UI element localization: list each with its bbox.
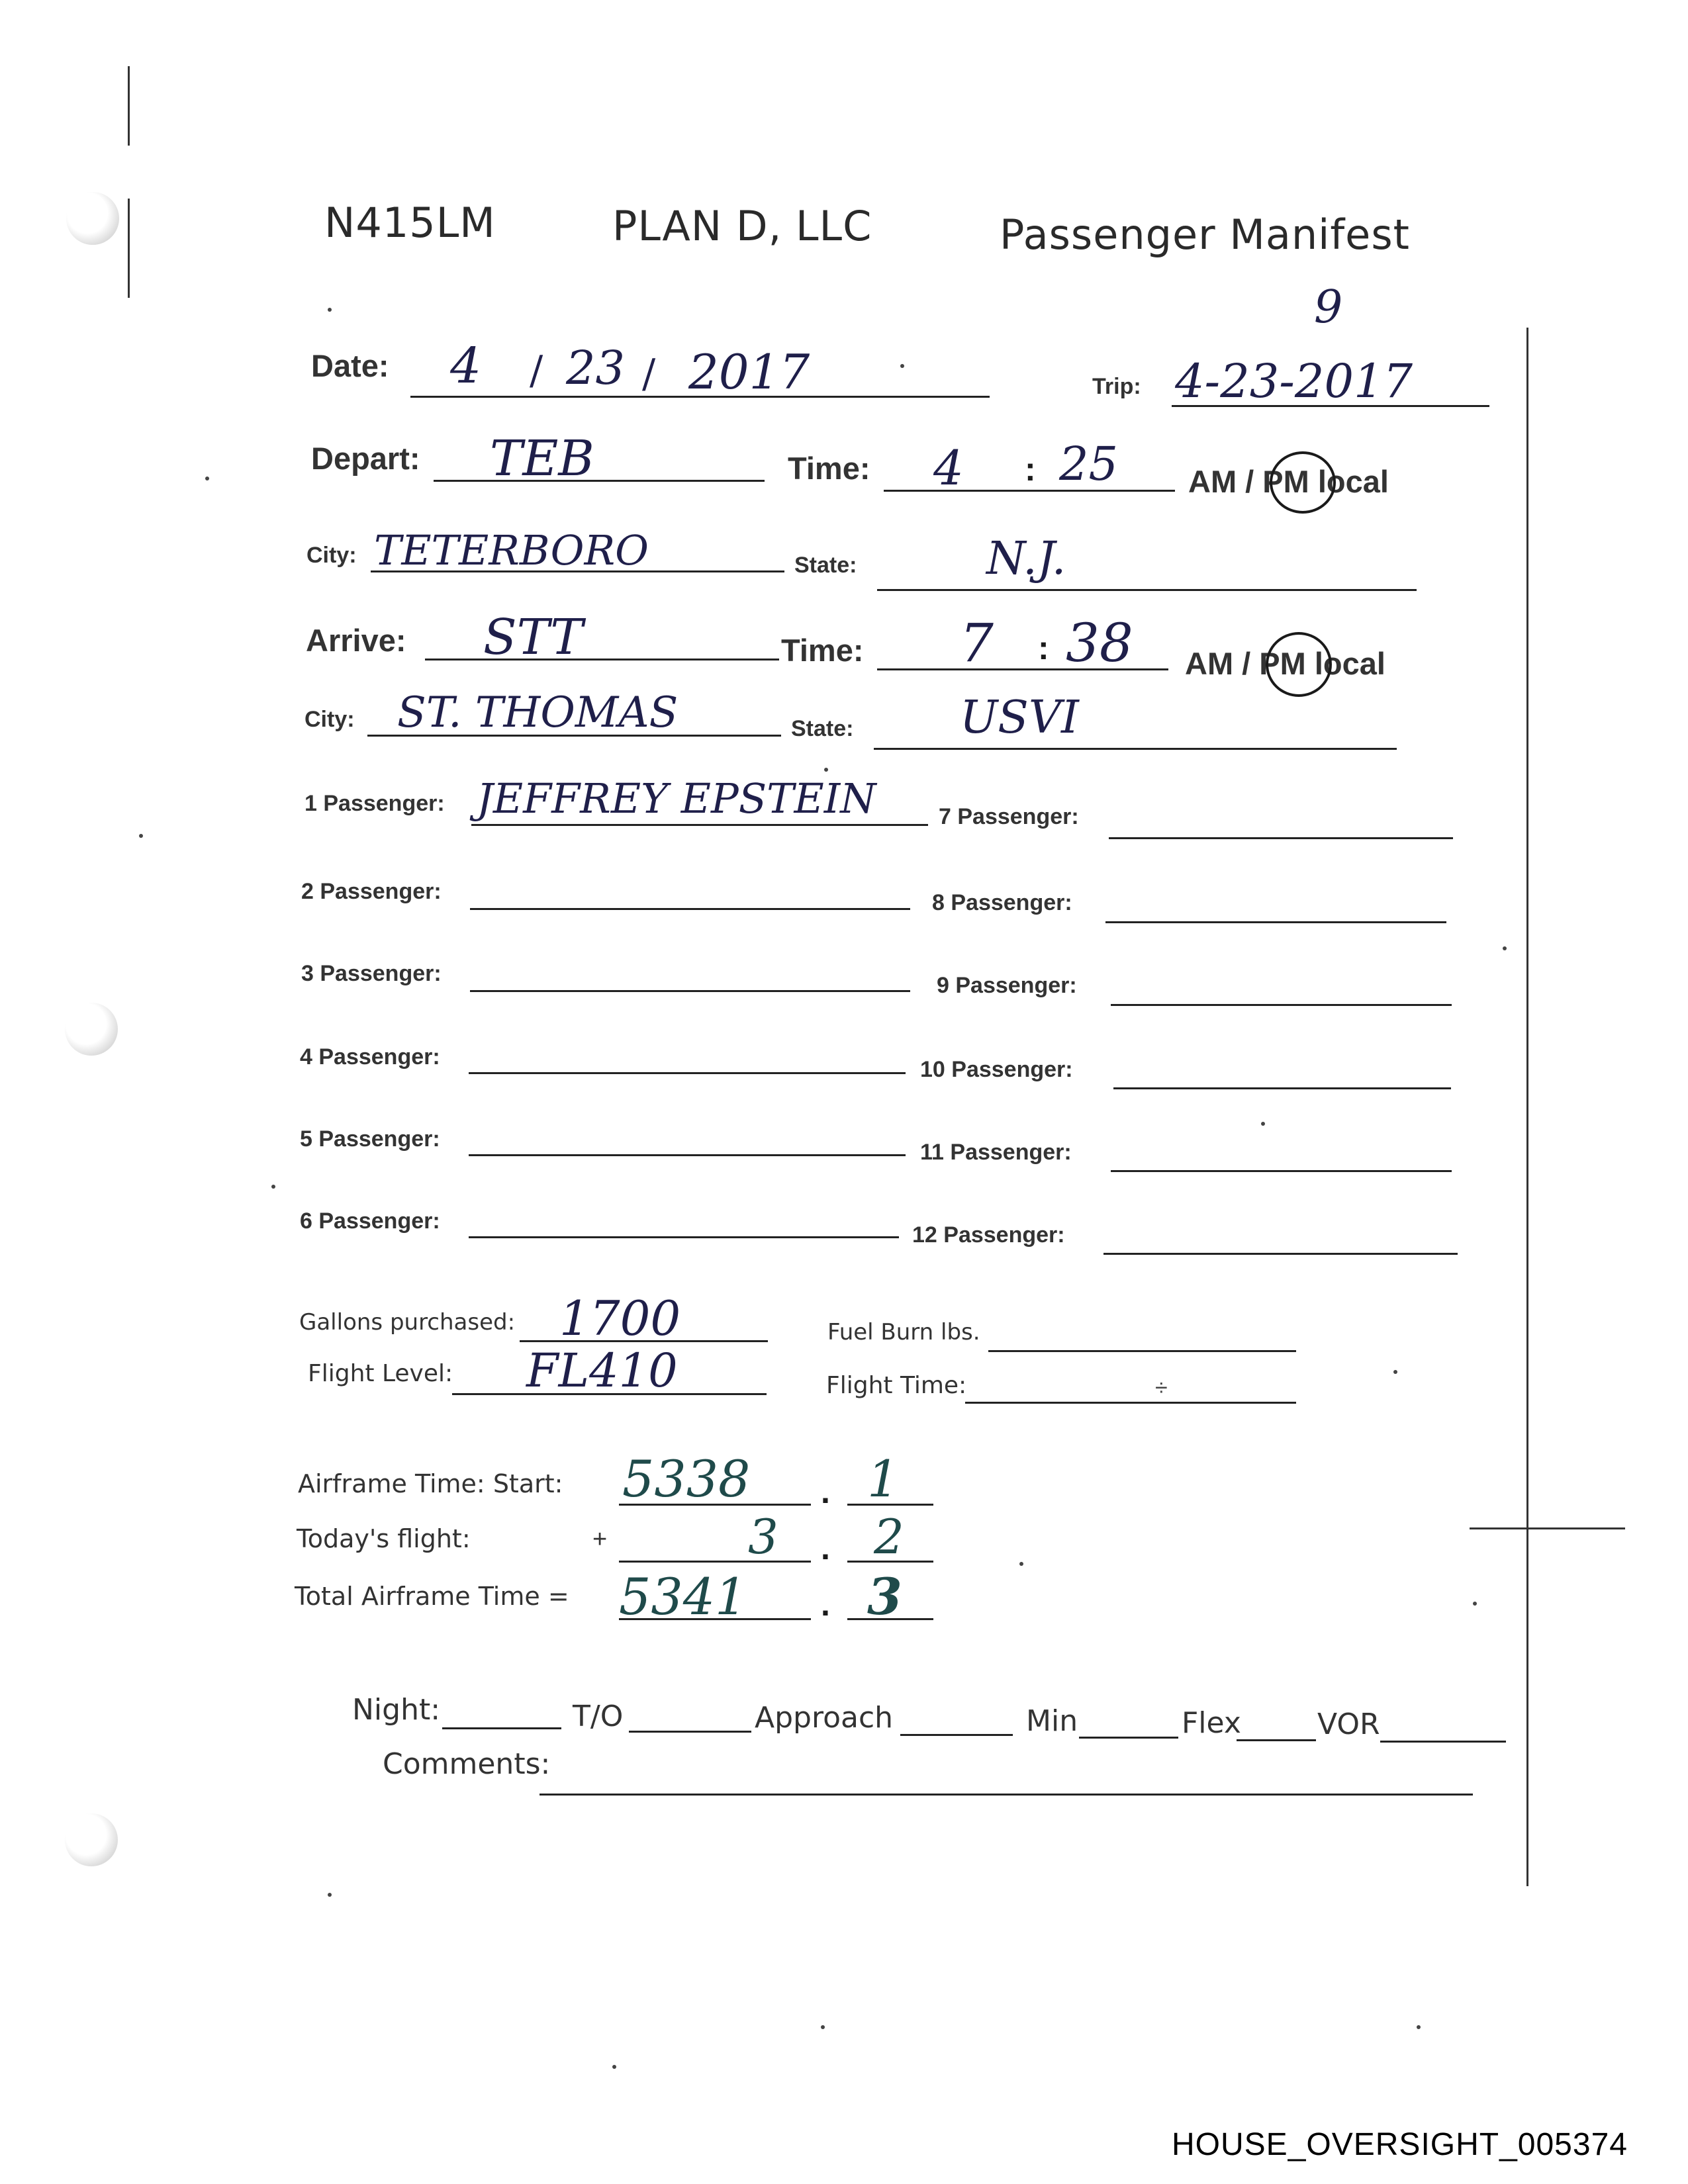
depart-airport: TEB (490, 430, 594, 487)
date-day: 23 (566, 341, 626, 395)
flex-label: Flex (1182, 1706, 1241, 1740)
scan-speck (205, 477, 209, 480)
passenger-label-6: 6 Passenger: (300, 1208, 440, 1234)
airframe-start-label: Airframe Time: Start: (298, 1469, 563, 1498)
scan-speck (1261, 1122, 1265, 1126)
scan-speck (1393, 1370, 1397, 1374)
total-dot: . (821, 1586, 830, 1623)
depart-state-label: State: (794, 553, 857, 578)
passenger-label-11: 11 Passenger: (920, 1140, 1072, 1165)
arrive-line (425, 659, 779, 660)
depart-time-line (884, 490, 1175, 492)
trip-value: 4-23-2017 (1175, 354, 1413, 408)
depart-city: TETERBORO (374, 526, 649, 574)
arrive-city-label: City: (305, 707, 355, 732)
scan-speck (821, 2025, 825, 2029)
flight-time-label: Flight Time: (826, 1372, 967, 1399)
company-name: PLAN D, LLC (612, 202, 872, 250)
passenger-label-3: 3 Passenger: (301, 961, 442, 986)
passenger-line-9 (1111, 1004, 1452, 1006)
flight-time-separator: ÷ (1155, 1375, 1168, 1400)
passenger-label-7: 7 Passenger: (939, 804, 1079, 829)
form-crossing-line (1470, 1527, 1625, 1529)
airframe-start-tenth: 1 (867, 1449, 900, 1508)
scan-speck (900, 364, 904, 368)
todays-flight-tenth: 2 (874, 1509, 904, 1565)
scan-speck (1473, 1602, 1477, 1606)
scan-speck (1019, 1562, 1023, 1566)
date-year: 2017 (688, 344, 810, 400)
scan-edge-line-left (128, 66, 130, 146)
passenger-line-3 (470, 990, 910, 992)
flight-level-value: FL410 (526, 1343, 678, 1398)
passenger-label-12: 12 Passenger: (912, 1222, 1065, 1248)
date-slash-1: / (530, 347, 543, 394)
passenger-line-1 (471, 824, 928, 826)
tail-number: N415LM (324, 199, 496, 247)
passenger-line-6 (469, 1236, 899, 1238)
form-right-border (1526, 328, 1528, 1886)
approach-label: Approach (755, 1701, 894, 1735)
passenger-line-12 (1103, 1253, 1458, 1255)
fuel-burn-label: Fuel Burn lbs. (827, 1319, 980, 1345)
todays-flight-plus: + (592, 1525, 608, 1553)
arrive-city: ST. THOMAS (397, 688, 679, 737)
min-line (1079, 1737, 1178, 1739)
passenger-line-11 (1111, 1170, 1452, 1172)
gallons-value: 1700 (559, 1291, 681, 1346)
passenger-label-5: 5 Passenger: (300, 1126, 440, 1152)
airframe-start-whole: 5338 (622, 1449, 751, 1508)
scan-speck (612, 2065, 616, 2069)
binder-hole-bottom (65, 1813, 118, 1866)
depart-state-line (877, 589, 1417, 591)
total-tenth: 3 (867, 1567, 902, 1626)
scan-speck (328, 1893, 332, 1897)
flight-time-line (965, 1402, 1296, 1404)
depart-pm-circle (1270, 451, 1336, 514)
trip-label: Trip: (1092, 374, 1141, 399)
date-slash-2: / (642, 351, 656, 397)
arrive-state-line (874, 748, 1397, 750)
binder-hole-middle (65, 1003, 118, 1056)
passenger-label-2: 2 Passenger: (301, 879, 442, 904)
vor-label: VOR (1317, 1707, 1380, 1741)
binder-hole-top (66, 192, 119, 245)
arrive-minute: 38 (1066, 612, 1133, 674)
passenger-line-2 (470, 908, 910, 910)
depart-time-colon: : (1025, 451, 1036, 488)
airframe-start-dot: . (821, 1473, 830, 1510)
scan-edge-line-left-2 (128, 199, 130, 298)
gallons-label: Gallons purchased: (299, 1309, 516, 1336)
date-month: 4 (450, 338, 482, 394)
passenger-line-7 (1109, 837, 1453, 839)
arrive-ampm: AM / PM local (1185, 646, 1385, 681)
arrive-time-colon: : (1038, 629, 1049, 666)
passenger-label-9: 9 Passenger: (937, 973, 1077, 998)
to-label: T/O (573, 1700, 624, 1733)
todays-flight-dot: . (821, 1529, 830, 1567)
depart-line (434, 480, 765, 482)
min-label: Min (1026, 1704, 1078, 1738)
scan-speck (139, 834, 143, 838)
passenger-label-8: 8 Passenger: (932, 890, 1072, 915)
arrive-airport: STT (483, 609, 583, 666)
bates-number: HOUSE_OVERSIGHT_005374 (1172, 2127, 1628, 2162)
depart-minute: 25 (1059, 437, 1119, 491)
passenger-name-1: JEFFREY EPSTEIN (477, 774, 876, 823)
scan-speck (328, 308, 332, 312)
arrive-state-label: State: (791, 716, 854, 741)
arrive-time-label: Time: (781, 633, 864, 668)
approach-line (900, 1734, 1013, 1736)
scan-speck (1417, 2025, 1421, 2029)
to-line (629, 1731, 751, 1733)
flex-line (1237, 1739, 1316, 1741)
todays-flight-whole: 3 (748, 1509, 778, 1565)
night-label: Night: (352, 1693, 441, 1727)
depart-ampm: AM / PM local (1188, 464, 1389, 499)
scan-speck (824, 768, 828, 772)
arrive-label: Arrive: (306, 623, 406, 658)
comments-line (539, 1794, 1473, 1796)
vor-line (1380, 1741, 1506, 1743)
comments-label: Comments: (383, 1747, 551, 1781)
arrive-hour: 7 (960, 612, 994, 674)
flight-level-label: Flight Level: (308, 1360, 453, 1387)
depart-time-label: Time: (788, 451, 870, 486)
form-title: Passenger Manifest (1000, 210, 1410, 259)
passenger-line-5 (469, 1154, 906, 1156)
total-airframe-label: Total Airframe Time = (295, 1582, 569, 1611)
depart-state: N.J. (986, 533, 1066, 585)
scan-speck (271, 1185, 275, 1189)
passenger-line-4 (469, 1072, 906, 1074)
passenger-line-10 (1113, 1087, 1451, 1089)
fuel-burn-line (988, 1350, 1296, 1352)
todays-flight-label: Today's flight: (297, 1524, 471, 1553)
todays-flight-whole-line (619, 1561, 811, 1563)
arrive-pm-circle (1266, 632, 1332, 697)
total-whole: 5341 (619, 1567, 747, 1626)
passenger-line-8 (1105, 921, 1446, 923)
arrive-state: USVI (960, 692, 1079, 744)
passenger-label-4: 4 Passenger: (300, 1044, 440, 1069)
night-line (442, 1727, 561, 1729)
passenger-label-10: 10 Passenger: (920, 1057, 1073, 1082)
page-mark: 9 (1314, 281, 1343, 334)
depart-hour: 4 (933, 440, 964, 496)
depart-city-label: City: (306, 543, 357, 568)
scan-speck (1503, 946, 1507, 950)
depart-label: Depart: (311, 441, 420, 476)
passenger-label-1: 1 Passenger: (305, 791, 445, 816)
date-label: Date: (311, 348, 389, 383)
